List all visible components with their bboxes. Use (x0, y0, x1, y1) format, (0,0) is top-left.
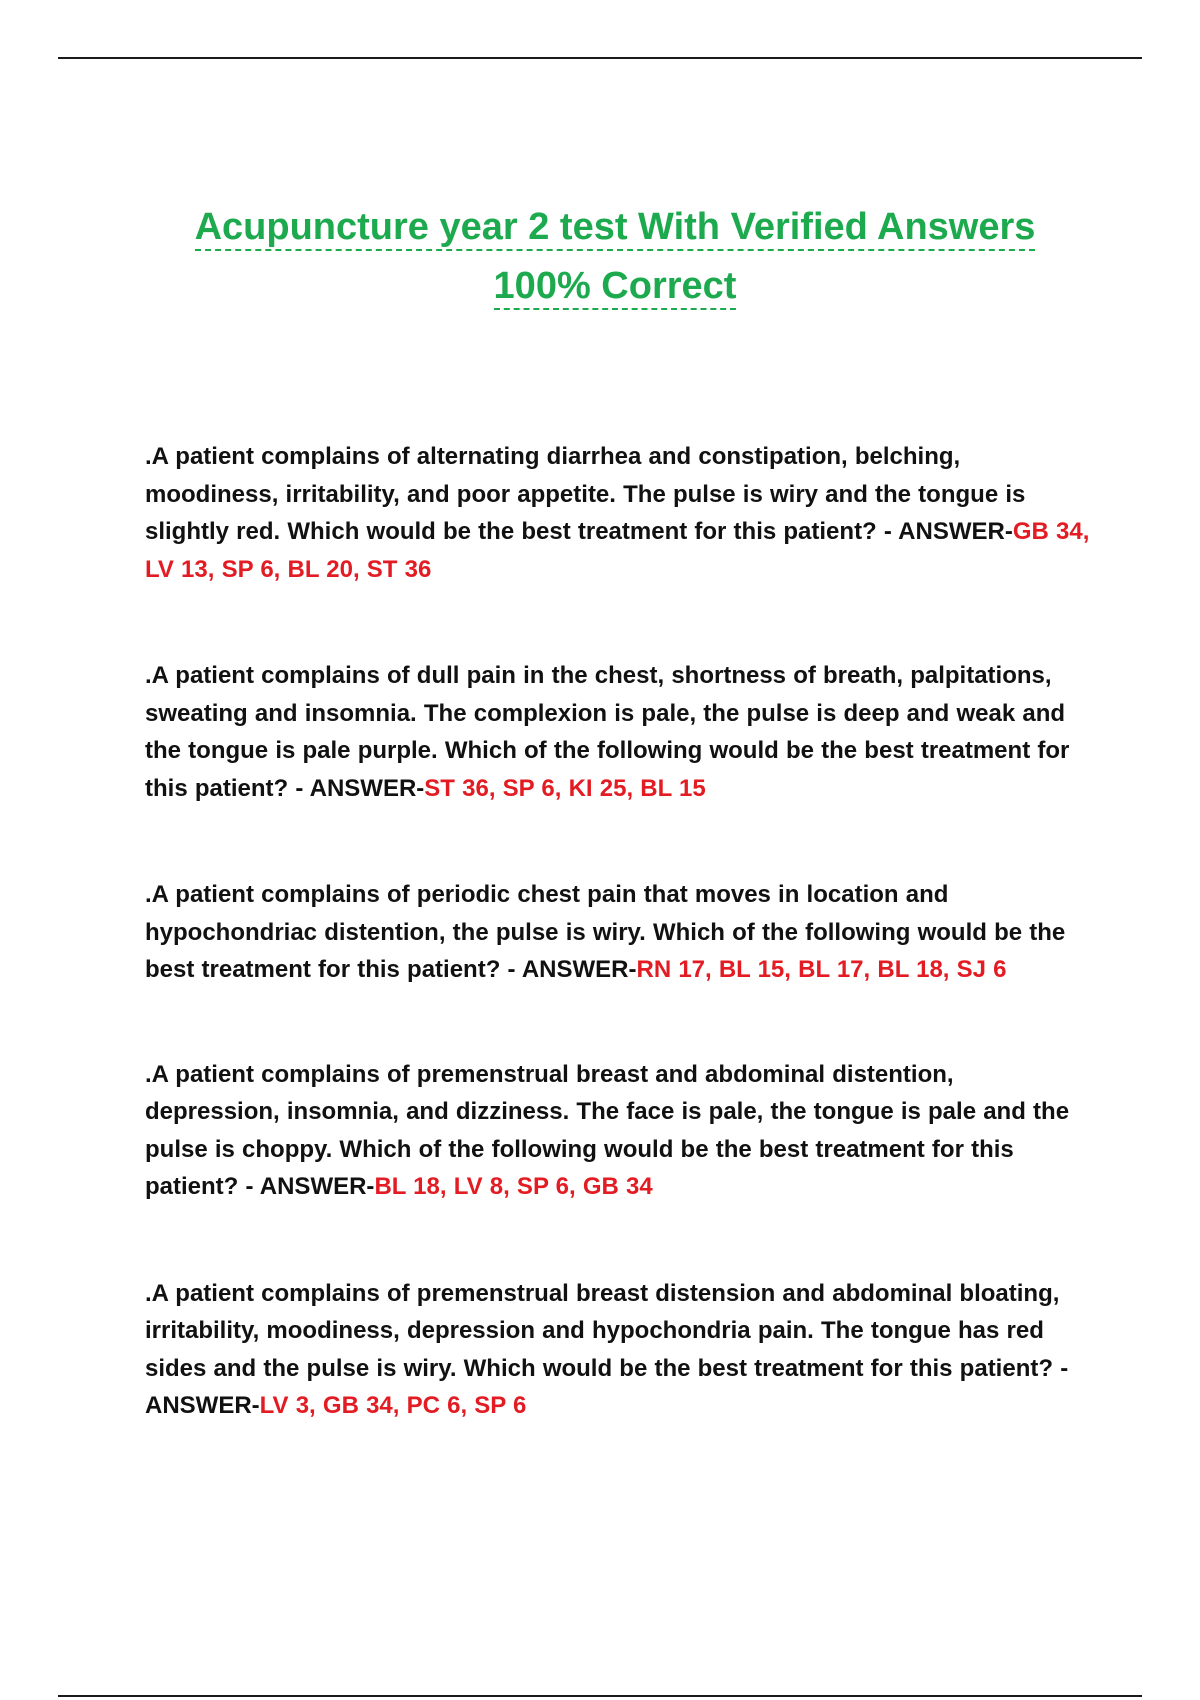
footer-rule (58, 1695, 1142, 1697)
question-list (145, 438, 1093, 1425)
question-text: .A patient complains of premenstrual breast distension and abdominal bloating, irritability, moodiness, depression and hypochondria pain. The tongue has red sides and the pulse is wiry. Which would be the best treatment for this patient? (145, 1279, 1060, 1382)
question-text: .A patient complains of periodic chest pain that moves in location and hypochondriac distention, the pulse is wiry. Which of the following would be the best treatment for this patient? (145, 881, 1066, 983)
title-line-2: 100% Correct (494, 265, 737, 310)
answer-text: RN 17, BL 15, BL 17, BL 18, SJ 6 (636, 956, 1007, 983)
answer-text: BL 18, LV 8, SP 6, GB 34 (374, 1173, 653, 1200)
answer-label: - ANSWER- (145, 1354, 1069, 1419)
question-text: .A patient complains of alternating diarrhea and constipation, belching, moodiness, irritability, and poor appetite. The pulse is wiry and the tongue is slightly red. Which would be the best treatment for this patient? (145, 443, 1026, 545)
question-item (145, 1056, 1093, 1206)
question-item (145, 438, 1093, 588)
page-title (150, 198, 1080, 316)
answer-text: LV 3, GB 34, PC 6, SP 6 (259, 1392, 527, 1419)
title-line-1: Acupuncture year 2 test With Verified Answers (195, 206, 1036, 251)
answer-text: GB 34, LV 13, SP 6, BL 20, ST 36 (145, 518, 1090, 583)
answer-text: ST 36, SP 6, KI 25, BL 15 (424, 774, 706, 802)
answer-label: - ANSWER- (295, 774, 425, 802)
question-text: .A patient complains of premenstrual breast and abdominal distention, depression, insomnia, and dizziness. The face is pale, the tongue is pale and the pulse is choppy. Which of the following would be the best treatment for this patient? (145, 1060, 1070, 1200)
question-text: .A patient complains of dull pain in the chest, shortness of breath, palpitations, sweating and insomnia. The complexion is pale, the pulse is deep and weak and the tongue is pale purple. Which of the following would be the best treatment for this patient? (145, 662, 1070, 802)
answer-label: - ANSWER- (507, 956, 637, 983)
question-item (145, 876, 1093, 989)
question-item (145, 1275, 1093, 1425)
answer-label: - ANSWER- (883, 518, 1013, 545)
question-item (145, 657, 1093, 807)
answer-label: - ANSWER- (245, 1173, 375, 1200)
header-rule (58, 57, 1142, 59)
